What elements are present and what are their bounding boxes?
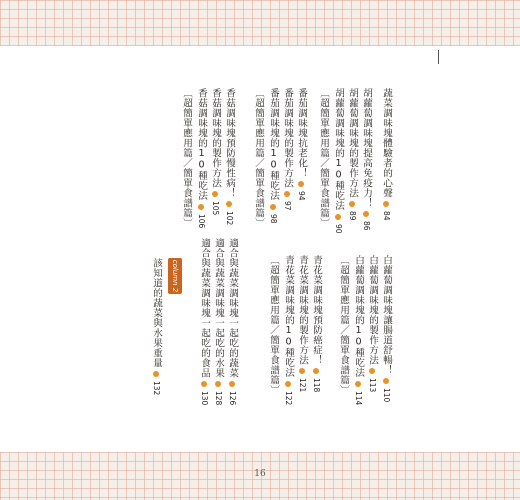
toc-entry[interactable]: [223, 88, 235, 225]
column-badge: [168, 258, 182, 294]
toc-entry-page: 132: [152, 381, 161, 396]
toc-entry-page: 128: [214, 391, 223, 406]
toc-entry-page: 114: [354, 390, 363, 406]
toc-entry-page: 110: [382, 388, 391, 403]
toc-entry-title: 胡蘿蔔調味塊的10種吃法: [333, 88, 344, 211]
toc-entry-page: 130: [200, 391, 209, 406]
toc-subnote: 〔超簡單應用篇／簡單食譜篇〕: [338, 255, 349, 395]
toc-entry-page: 84: [382, 211, 391, 221]
grid-header-band: [0, 0, 520, 46]
toc-entry-title: 白蘿蔔調味塊讓腸道舒暢！: [381, 255, 392, 375]
toc-entry-title: 胡蘿蔔調味塊的製作方法: [347, 88, 358, 198]
page-edge-mark: [438, 50, 439, 64]
toc-entry-page: 118: [312, 378, 321, 393]
toc-entry[interactable]: [310, 255, 322, 392]
toc-entry-page: 86: [362, 221, 371, 231]
toc-entry[interactable]: [226, 238, 238, 405]
toc-entry[interactable]: [195, 88, 207, 228]
toc-entry-title: 適合與蔬菜調味塊一起吃的水果: [213, 238, 224, 378]
bullet-icon: [355, 381, 361, 387]
bullet-icon: [212, 191, 218, 197]
page-number: 16: [254, 469, 266, 479]
toc-entry-title: 香菇調味塊的製作方法: [210, 88, 221, 188]
toc-entry-title: 青花菜調味塊預防癌症！: [311, 255, 322, 365]
toc-entry-title: 青花菜調味塊的製作方法: [297, 255, 308, 365]
toc-entry[interactable]: [295, 88, 307, 201]
toc-entry[interactable]: [282, 255, 294, 405]
toc-entry-page: 122: [284, 390, 293, 406]
toc-entry[interactable]: [346, 88, 358, 221]
toc-entry[interactable]: [209, 88, 221, 215]
toc-entry-page: 121: [298, 378, 307, 393]
toc-entry-page: 106: [197, 213, 206, 229]
bullet-icon: [335, 214, 341, 220]
bullet-icon: [270, 204, 276, 210]
bullet-icon: [363, 211, 369, 217]
toc-entry[interactable]: [352, 255, 364, 405]
toc-entry-page: 89: [348, 211, 357, 221]
toc-entry-page: 90: [334, 223, 343, 234]
toc-entry-title: 蔬菜調味塊體驗者的心聲: [381, 88, 392, 198]
toc-entry-title: 香菇調味塊預防慢性病！: [224, 88, 235, 198]
bullet-icon: [201, 381, 207, 387]
bullet-icon: [383, 201, 389, 207]
bullet-icon: [215, 381, 221, 387]
bullet-icon: [313, 368, 319, 374]
toc-entry[interactable]: [366, 255, 378, 392]
toc-entry[interactable]: [150, 258, 162, 395]
toc-entry[interactable]: [380, 88, 392, 221]
toc-entry-title: 番茄調味塊的10種吃法: [268, 88, 279, 201]
toc-entry-title: 該知道的蔬菜與水果重量: [151, 258, 162, 368]
toc-entry-title: 番茄調味塊的製作方法: [282, 88, 293, 188]
bullet-icon: [285, 381, 291, 387]
toc-entry[interactable]: [281, 88, 293, 211]
bullet-icon: [198, 204, 204, 210]
toc-subnote: 〔超簡單應用篇／簡單食譜篇〕: [253, 88, 264, 228]
bullet-icon: [153, 371, 159, 377]
toc-entry-title: 番茄調味塊抗老化！: [296, 88, 307, 178]
toc-entry-title: 胡蘿蔔調味塊提高免疫力！: [361, 88, 372, 208]
toc-entry[interactable]: [198, 238, 210, 405]
toc-entry-page: 126: [228, 391, 237, 406]
bullet-icon: [349, 201, 355, 207]
toc-entry[interactable]: [296, 255, 308, 392]
toc-entry-page: 105: [211, 201, 220, 216]
bullet-icon: [369, 368, 375, 374]
toc-entry-page: 94: [297, 191, 306, 201]
toc-entry-title: 香菇調味塊的10種吃法: [196, 88, 207, 201]
toc-entry[interactable]: [380, 255, 392, 402]
toc-entry-title: 白蘿蔔調味塊的製作方法: [367, 255, 378, 365]
toc-subnote: 〔超簡單應用篇／簡單食譜篇〕: [181, 88, 192, 228]
bullet-icon: [284, 191, 290, 197]
toc-entry-page: 97: [283, 201, 292, 211]
toc-entry[interactable]: [212, 238, 224, 405]
toc-entry-page: 98: [269, 213, 278, 224]
toc-subnote: 〔超簡單應用篇／簡單食譜篇〕: [318, 88, 329, 228]
bullet-icon: [229, 381, 235, 387]
toc-entry-title: 青花菜調味塊的10種吃法: [283, 255, 294, 378]
bullet-icon: [226, 201, 232, 207]
bullet-icon: [383, 378, 389, 384]
toc-entry-page: 102: [225, 211, 234, 226]
toc-entry[interactable]: [267, 88, 279, 223]
column-badge-label: column 2: [171, 259, 179, 293]
toc-entry[interactable]: [360, 88, 372, 231]
bullet-icon: [298, 181, 304, 187]
toc-entry-title: 白蘿蔔調味塊的10種吃法: [353, 255, 364, 378]
bullet-icon: [299, 368, 305, 374]
toc-entry-title: 適合與蔬菜調味塊一起吃的食品: [199, 238, 210, 378]
toc-entry-page: 113: [368, 378, 377, 393]
toc-subnote: 〔超簡單應用篇／簡單食譜篇〕: [268, 255, 279, 395]
toc-entry-title: 適合與蔬菜調味塊一起吃的蔬菜: [227, 238, 238, 378]
toc-entry[interactable]: [332, 88, 344, 233]
